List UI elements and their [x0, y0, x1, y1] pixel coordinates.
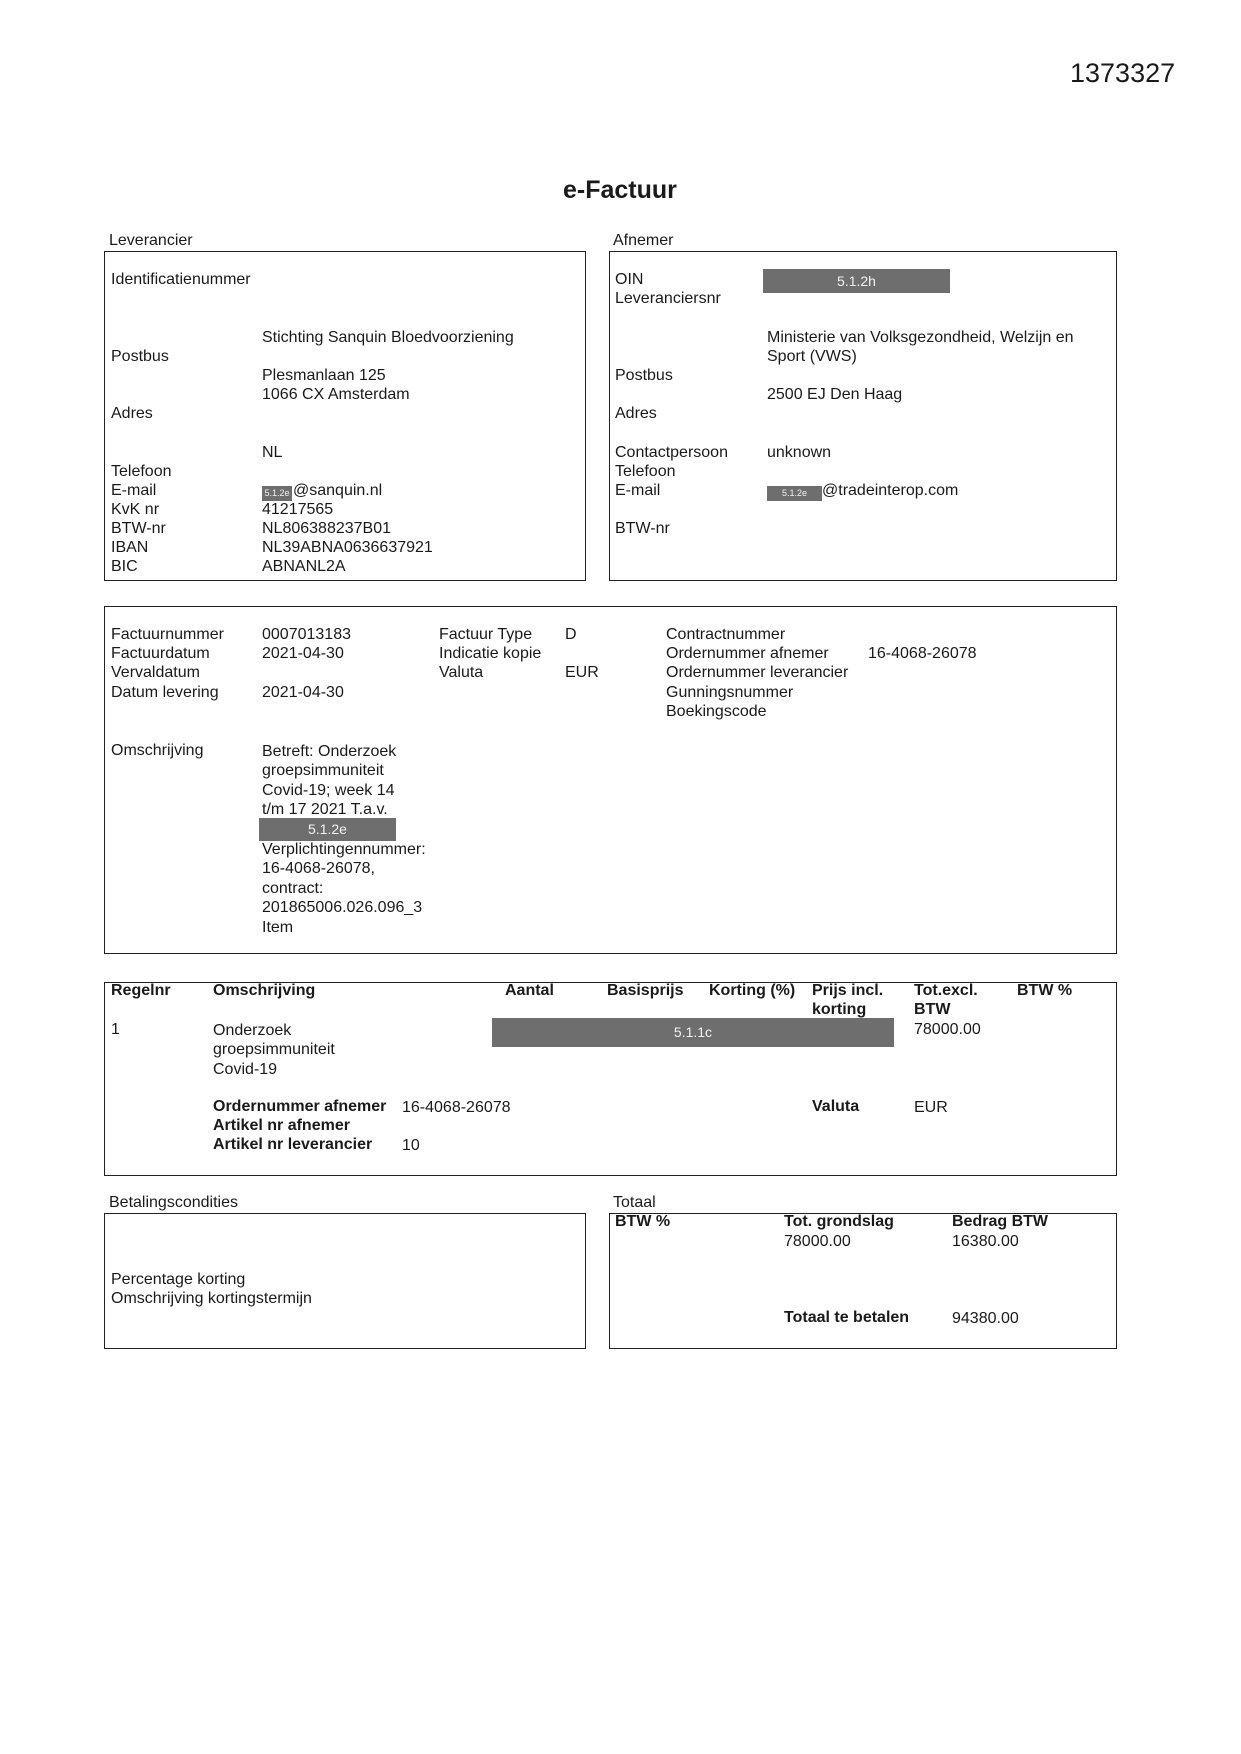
customer-telefoon-label: Telefoon: [615, 463, 676, 480]
totals-box: [609, 1213, 1117, 1349]
totals-totaal: 94380.00: [952, 1310, 1019, 1327]
description-line: Item: [262, 918, 294, 936]
supplier-postcode-city: 1066 CX Amsterdam: [262, 386, 410, 403]
supplier-email-redaction: 5.1.2e: [262, 486, 292, 501]
detail-order-afnemer-label: Ordernummer afnemer: [213, 1098, 387, 1115]
customer-adres-label: Adres: [615, 405, 657, 422]
customer-name-line2: Sport (VWS): [767, 348, 857, 365]
totals-bedrag-btw-label: Bedrag BTW: [952, 1213, 1048, 1230]
invoice-boeking-label: Boekingscode: [666, 703, 767, 720]
invoice-order-afnemer: 16-4068-26078: [868, 645, 977, 662]
invoice-vervaldatum-label: Vervaldatum: [111, 664, 200, 681]
detail-artikel-leverancier: 10: [402, 1137, 420, 1154]
supplier-email-label: E-mail: [111, 482, 157, 499]
invoice-contract-label: Contractnummer: [666, 626, 786, 643]
header-korting: Korting (%): [709, 982, 796, 999]
supplier-email-domain: @sanquin.nl: [293, 482, 383, 499]
invoice-levering-label: Datum levering: [111, 684, 219, 701]
supplier-name: Stichting Sanquin Bloedvoorziening: [262, 329, 514, 346]
detail-valuta-label: Valuta: [812, 1098, 860, 1115]
supplier-bic: ABNANL2A: [262, 558, 346, 575]
row-tot-excl: 78000.00: [914, 1021, 981, 1038]
customer-contactpersoon-label: Contactpersoon: [615, 444, 728, 461]
customer-oin-label: OIN: [615, 271, 644, 288]
invoice-nummer: 0007013183: [262, 626, 351, 643]
customer-postbus-label: Postbus: [615, 367, 673, 384]
supplier-bic-label: BIC: [111, 558, 138, 575]
header-basisprijs: Basisprijs: [607, 982, 684, 999]
supplier-iban-label: IBAN: [111, 539, 149, 556]
supplier-btw: NL806388237B01: [262, 520, 392, 537]
payment-percentage-korting: Percentage korting: [111, 1271, 246, 1288]
invoice-gunning-label: Gunningsnummer: [666, 684, 794, 701]
invoice-nummer-label: Factuurnummer: [111, 626, 224, 643]
totals-grondslag: 78000.00: [784, 1233, 851, 1250]
detail-artikel-leverancier-label: Artikel nr leverancier: [213, 1136, 373, 1153]
invoice-order-leverancier-label: Ordernummer leverancier: [666, 664, 849, 681]
customer-email-redaction: 5.1.2e: [767, 486, 822, 501]
payment-omschrijving-korting: Omschrijving kortingstermijn: [111, 1290, 312, 1307]
invoice-description-a: [262, 742, 396, 820]
header-prijs-line1: Prijs incl.: [812, 982, 884, 999]
supplier-street: Plesmanlaan 125: [262, 367, 386, 384]
customer-postcode-city: 2500 EJ Den Haag: [767, 386, 903, 403]
header-tot-line2: BTW: [914, 1001, 951, 1018]
invoice-description-b: [262, 840, 426, 937]
header-regelnr: Regelnr: [111, 982, 171, 999]
description-line: 201865006.026.096_3: [262, 899, 423, 917]
header-tot-line1: Tot.excl.: [914, 982, 978, 999]
supplier-iban: NL39ABNA0636637921: [262, 539, 433, 556]
supplier-section-label: Leverancier: [109, 232, 193, 249]
invoice-valuta-label: Valuta: [439, 664, 484, 681]
row-redaction: 5.1.1c: [492, 1018, 894, 1047]
totals-totaal-label: Totaal te betalen: [784, 1309, 910, 1326]
invoice-order-afnemer-label: Ordernummer afnemer: [666, 645, 829, 662]
payment-section-label: Betalingscondities: [109, 1194, 238, 1211]
invoice-datum: 2021-04-30: [262, 645, 344, 662]
description-line: Betreft: Onderzoek: [262, 743, 397, 760]
document-number: 1373327: [1070, 58, 1176, 88]
invoice-omschrijving-label: Omschrijving: [111, 742, 204, 759]
description-line: Verplichtingennummer:: [262, 841, 426, 858]
row-omschrijving-line: Covid-19: [213, 1060, 278, 1078]
invoice-type: D: [565, 626, 577, 643]
invoice-kopie-label: Indicatie kopie: [439, 645, 542, 662]
header-btw-pct: BTW %: [1017, 982, 1073, 999]
invoice-description-redaction: 5.1.2e: [259, 818, 396, 841]
invoice-datum-label: Factuurdatum: [111, 645, 210, 662]
row-omschrijving-line: groepsimmuniteit: [213, 1041, 335, 1059]
supplier-btw-label: BTW-nr: [111, 520, 166, 537]
customer-email-domain: @tradeinterop.com: [822, 482, 959, 499]
customer-btw-label: BTW-nr: [615, 520, 670, 537]
detail-order-afnemer: 16-4068-26078: [402, 1099, 511, 1116]
header-aantal: Aantal: [505, 982, 554, 999]
description-line: contract:: [262, 879, 324, 897]
description-line: t/m 17 2021 T.a.v.: [262, 801, 388, 819]
totals-btw-pct-label: BTW %: [615, 1213, 671, 1230]
row-omschrijving: [213, 1021, 335, 1079]
supplier-id-label: Identificatienummer: [111, 271, 251, 288]
description-line: groepsimmuniteit: [262, 762, 384, 780]
supplier-postbus-label: Postbus: [111, 348, 169, 365]
row-omschrijving-line: Onderzoek: [213, 1022, 292, 1039]
supplier-kvk: 41217565: [262, 501, 334, 518]
supplier-kvk-label: KvK nr: [111, 501, 160, 518]
customer-oin-redaction: 5.1.2h: [763, 269, 950, 293]
invoice-levering: 2021-04-30: [262, 684, 344, 701]
description-line: Covid-19; week 14: [262, 781, 395, 799]
supplier-country: NL: [262, 444, 283, 461]
detail-valuta: EUR: [914, 1099, 948, 1116]
supplier-telefoon-label: Telefoon: [111, 463, 172, 480]
customer-email-label: E-mail: [615, 482, 661, 499]
totals-grondslag-label: Tot. grondslag: [784, 1213, 894, 1230]
header-omschrijving: Omschrijving: [213, 982, 316, 999]
customer-name-line1: Ministerie van Volksgezondheid, Welzijn en: [767, 329, 1074, 346]
description-line: 16-4068-26078,: [262, 860, 375, 878]
customer-contact: unknown: [767, 444, 832, 461]
supplier-adres-label: Adres: [111, 405, 153, 422]
totals-section-label: Totaal: [613, 1194, 656, 1211]
customer-section-label: Afnemer: [613, 232, 674, 249]
detail-artikel-afnemer-label: Artikel nr afnemer: [213, 1117, 350, 1134]
invoice-valuta: EUR: [565, 664, 599, 681]
row-regelnr: 1: [111, 1021, 120, 1038]
totals-bedrag-btw: 16380.00: [952, 1233, 1019, 1250]
page-title: e-Factuur: [563, 176, 677, 204]
invoice-type-label: Factuur Type: [439, 626, 533, 643]
header-prijs-line2: korting: [812, 1001, 867, 1018]
customer-leveranciersnr-label: Leveranciersnr: [615, 290, 721, 307]
